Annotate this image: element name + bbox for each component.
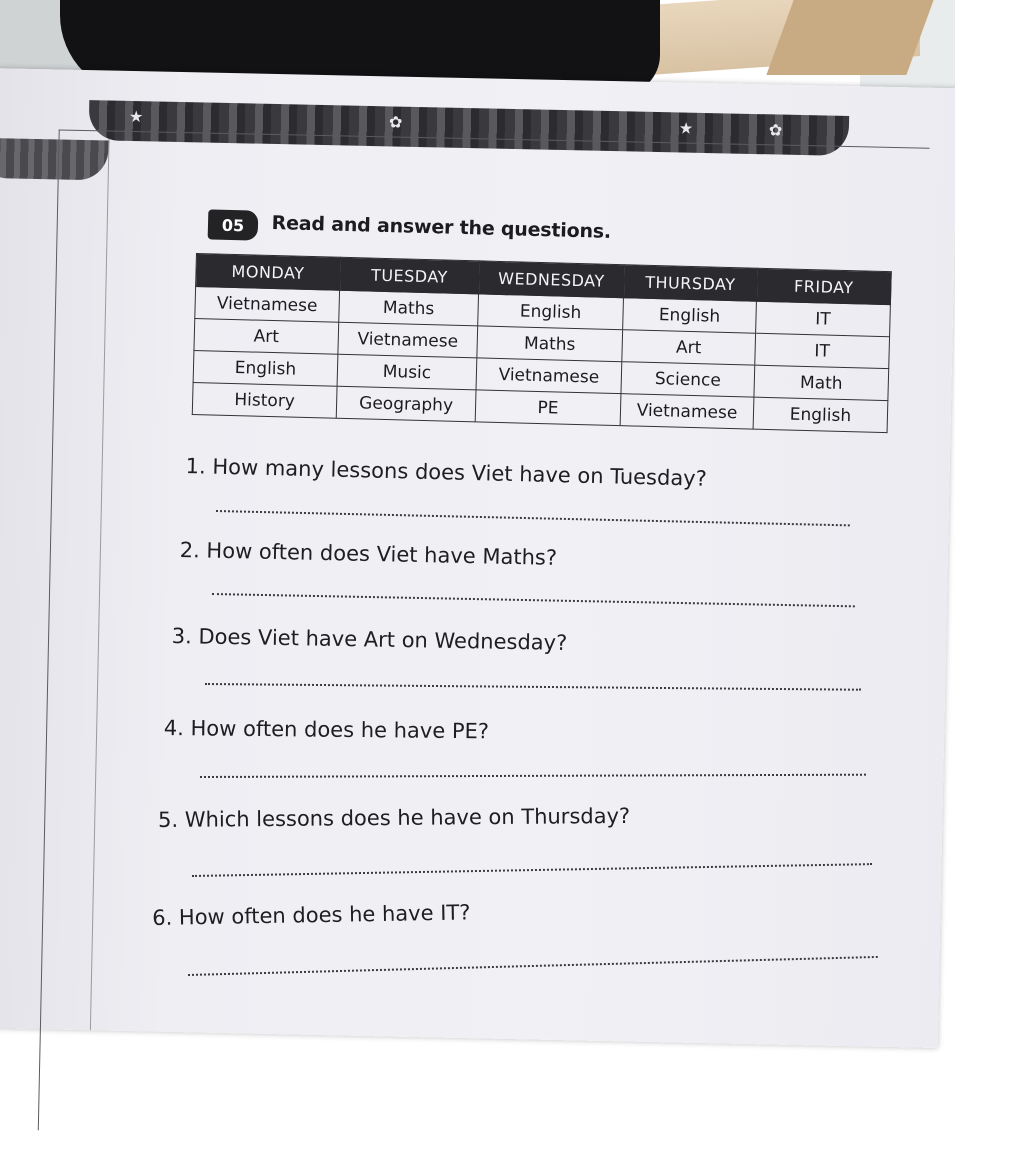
table-cell: History [192,382,337,418]
table-cell: Maths [339,290,479,326]
table-cell: English [478,294,624,330]
table-cell: IT [755,333,890,368]
table-cell: Science [621,362,755,397]
table-cell: IT [756,301,891,336]
table-cell: Art [622,330,756,365]
question-5: 5. Which lessons does he have on Thursday? [158,803,631,832]
header-tuesday: TUESDAY [340,257,480,294]
question-4: 4. How often does he have PE? [163,716,490,744]
table-cell: Vietnamese [195,287,340,323]
question-3: 3. Does Viet have Art on Wednesday? [171,624,568,655]
answer-line-6[interactable] [188,956,878,976]
question-1: 1. How many lessons does Viet have on Tuesday? [185,454,708,491]
answer-line-4[interactable] [200,774,866,778]
header-monday: MONDAY [196,254,341,291]
star-icon: ★ [678,118,694,138]
table-cell: Vietnamese [620,394,754,429]
question-2: 2. How often does Viet have Maths? [179,538,558,570]
exercise-number-badge: 05 [208,209,259,240]
answer-line-1[interactable] [216,510,850,526]
table-cell: English [193,350,338,386]
table-cell: English [753,397,888,432]
star-icon: ✿ [768,120,783,140]
table-cell: Geography [336,386,476,422]
table-cell: Art [194,318,339,354]
table-cell: PE [475,390,621,426]
table-cell: Vietnamese [476,358,622,394]
exercise-instruction: Read and answer the questions. [271,212,612,243]
table-cell: Music [337,354,477,390]
header-wednesday: WEDNESDAY [479,261,625,298]
answer-line-2[interactable] [212,593,855,607]
table-cell: Maths [477,326,623,362]
table-cell: Math [754,365,889,400]
header-friday: FRIDAY [756,268,891,304]
header-thursday: THURSDAY [623,265,757,301]
timetable [192,253,892,433]
answer-line-3[interactable] [205,683,861,691]
answer-line-5[interactable] [192,863,872,877]
table-cell: Vietnamese [338,322,478,358]
question-6: 6. How often does he have IT? [152,900,471,930]
star-icon: ★ [128,106,144,127]
star-icon: ✿ [388,112,403,132]
table-cell: English [623,298,757,333]
